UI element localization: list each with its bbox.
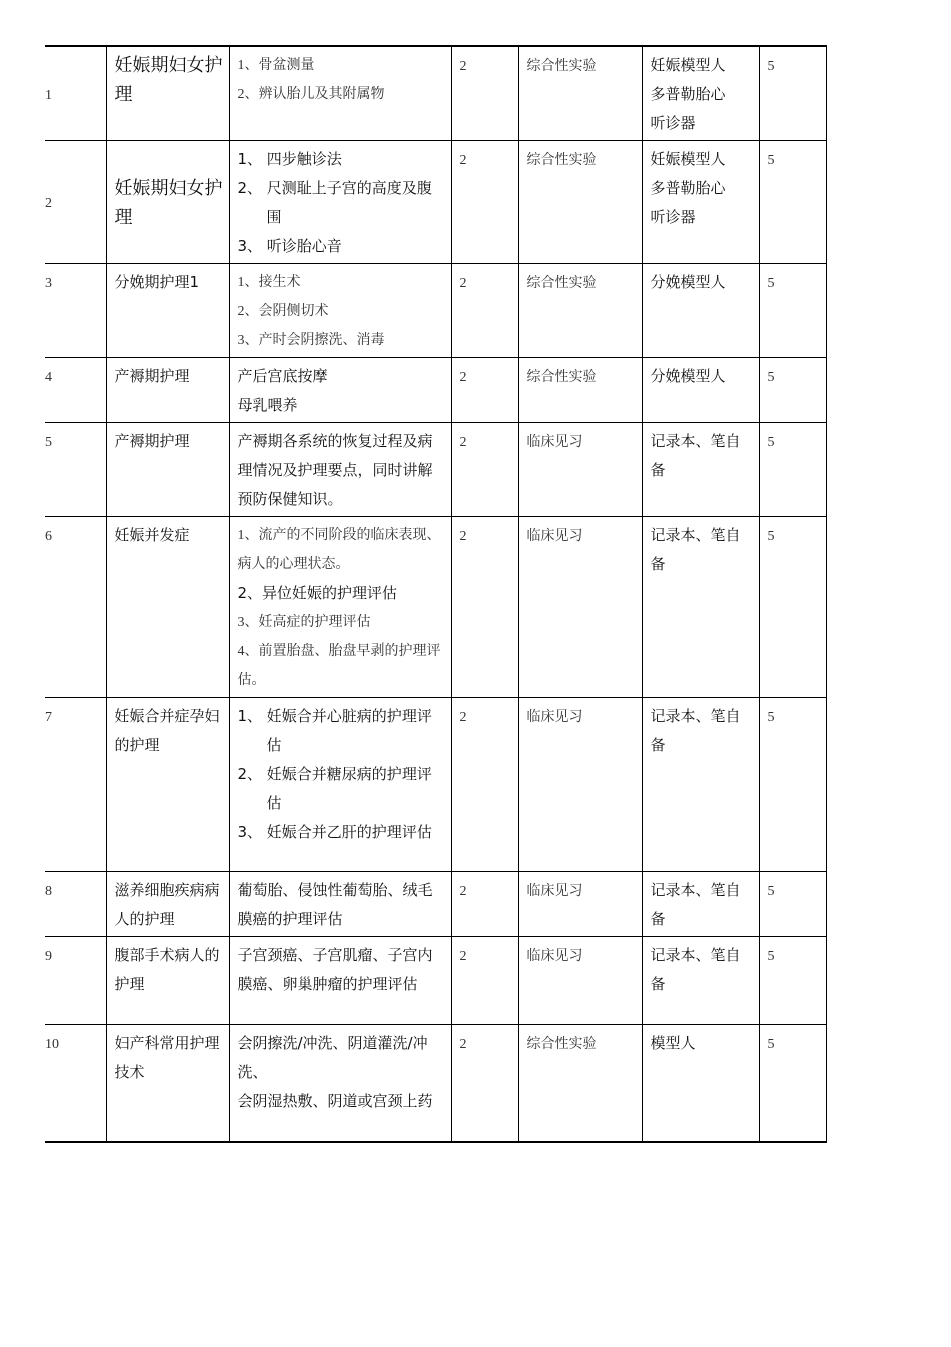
content-line: 3、产时会阴擦洗、消毒 <box>237 333 385 348</box>
item-title: 妇产科常用护理技术 <box>106 1025 229 1142</box>
count-cell: 5 <box>759 1025 826 1142</box>
item-title: 妊娠期妇女护理 <box>106 46 229 141</box>
item-title: 妊娠合并症孕妇的护理 <box>106 698 229 872</box>
content-line: 会阴擦洗/冲洗、阴道灌洗/冲洗、 <box>237 1034 428 1081</box>
row-number: 6 <box>45 517 106 698</box>
content-line: 会阴湿热敷、阴道或宫颈上药 <box>237 1092 433 1110</box>
count-cell: 5 <box>759 517 826 698</box>
type-cell: 临床见习 <box>518 698 642 872</box>
row-number: 10 <box>45 1025 106 1142</box>
item-title: 妊娠并发症 <box>106 517 229 698</box>
item-title: 分娩期护理1 <box>106 264 229 358</box>
type-cell: 综合性实验 <box>518 1025 642 1142</box>
equipment-cell: 模型人 <box>642 1025 759 1142</box>
equipment-line: 分娩模型人 <box>650 367 726 385</box>
row-number: 7 <box>45 698 106 872</box>
type-cell: 综合性实验 <box>518 264 642 358</box>
content-line: 3、妊高症的护理评估 <box>237 615 371 630</box>
type-cell: 临床见习 <box>518 937 642 1025</box>
equipment-line: 妊娠模型人 <box>650 150 726 168</box>
item-content <box>229 141 451 264</box>
count-cell: 5 <box>759 358 826 423</box>
row-number: 1 <box>45 46 106 141</box>
content-line: 1、 四步触诊法 <box>237 150 342 168</box>
content-line: 2、 妊娠合并糖尿病的护理评估 <box>237 765 432 812</box>
item-content <box>229 1025 451 1142</box>
type-cell: 临床见习 <box>518 872 642 937</box>
hours-cell: 2 <box>451 517 518 698</box>
hours-cell: 2 <box>451 872 518 937</box>
content-line: 2、异位妊娠的护理评估 <box>237 584 398 602</box>
content-line: 2、 尺测耻上子宫的高度及腹围 <box>237 179 432 226</box>
row-number: 8 <box>45 872 106 937</box>
equipment-cell: 记录本、笔自备 <box>642 423 759 517</box>
equipment-line: 多普勒胎心 <box>650 85 726 103</box>
count-cell: 5 <box>759 46 826 141</box>
equipment-line: 多普勒胎心 <box>650 179 726 197</box>
content-line: 3、 妊娠合并乙肝的护理评估 <box>237 823 432 841</box>
row-number: 9 <box>45 937 106 1025</box>
item-title: 妊娠期妇女护理 <box>106 141 229 264</box>
content-line: 1、接生术 <box>237 275 301 290</box>
content-line: 母乳喂养 <box>237 396 298 414</box>
content-line: 1、流产的不同阶段的临床表现、病人的心理状态。 <box>237 528 441 572</box>
item-title: 产褥期护理 <box>106 423 229 517</box>
hours-cell: 2 <box>451 264 518 358</box>
content-line: 4、前置胎盘、胎盘早剥的护理评估。 <box>237 644 441 688</box>
type-cell: 综合性实验 <box>518 46 642 141</box>
content-line: 2、辨认胎儿及其附属物 <box>237 87 385 102</box>
hours-cell: 2 <box>451 698 518 872</box>
experiment-schedule-table <box>45 45 827 1143</box>
hours-cell: 2 <box>451 141 518 264</box>
count-cell: 5 <box>759 872 826 937</box>
row-number: 3 <box>45 264 106 358</box>
equipment-cell <box>642 264 759 358</box>
equipment-line: 分娩模型人 <box>650 273 726 291</box>
content-line: 产后宫底按摩 <box>237 367 328 385</box>
table-row <box>45 264 826 358</box>
count-cell: 5 <box>759 698 826 872</box>
item-title: 产褥期护理 <box>106 358 229 423</box>
item-content <box>229 358 451 423</box>
content-line: 3、 听诊胎心音 <box>237 237 342 255</box>
equipment-cell: 记录本、笔自备 <box>642 872 759 937</box>
table-row <box>45 872 826 937</box>
row-number: 2 <box>45 141 106 264</box>
content-line: 1、 妊娠合并心脏病的护理评估 <box>237 707 432 754</box>
equipment-line: 妊娠模型人 <box>650 56 726 74</box>
equipment-line: 听诊器 <box>650 208 696 226</box>
table-row <box>45 141 826 264</box>
item-title: 腹部手术病人的护理 <box>106 937 229 1025</box>
equipment-cell: 记录本、笔自备 <box>642 937 759 1025</box>
equipment-cell <box>642 46 759 141</box>
type-cell: 临床见习 <box>518 517 642 698</box>
count-cell: 5 <box>759 937 826 1025</box>
equipment-cell <box>642 141 759 264</box>
table-row <box>45 517 826 698</box>
item-content: 产褥期各系统的恢复过程及病理情况及护理要点，同时讲解预防保健知识。 <box>229 423 451 517</box>
item-content: 葡萄胎、侵蚀性葡萄胎、绒毛膜癌的护理评估 <box>229 872 451 937</box>
hours-cell: 2 <box>451 423 518 517</box>
type-cell: 临床见习 <box>518 423 642 517</box>
row-number: 5 <box>45 423 106 517</box>
equipment-cell <box>642 358 759 423</box>
table-row <box>45 937 826 1025</box>
table-row <box>45 423 826 517</box>
table-row <box>45 358 826 423</box>
count-cell: 5 <box>759 264 826 358</box>
count-cell: 5 <box>759 423 826 517</box>
content-line: 1、骨盆测量 <box>237 58 315 73</box>
equipment-cell: 记录本、笔自备 <box>642 698 759 872</box>
type-cell: 综合性实验 <box>518 358 642 423</box>
type-cell: 综合性实验 <box>518 141 642 264</box>
table-row <box>45 46 826 141</box>
table-row <box>45 698 826 872</box>
item-content <box>229 698 451 872</box>
table-row <box>45 1025 826 1142</box>
equipment-line: 听诊器 <box>650 114 696 132</box>
hours-cell: 2 <box>451 46 518 141</box>
row-number: 4 <box>45 358 106 423</box>
item-content <box>229 517 451 698</box>
item-content <box>229 46 451 141</box>
count-cell: 5 <box>759 141 826 264</box>
item-title: 滋养细胞疾病病人的护理 <box>106 872 229 937</box>
equipment-cell: 记录本、笔自备 <box>642 517 759 698</box>
hours-cell: 2 <box>451 1025 518 1142</box>
item-content <box>229 264 451 358</box>
item-content: 子宫颈癌、子宫肌瘤、子宫内膜癌、卵巢肿瘤的护理评估 <box>229 937 451 1025</box>
hours-cell: 2 <box>451 358 518 423</box>
content-line: 2、会阴侧切术 <box>237 304 329 319</box>
hours-cell: 2 <box>451 937 518 1025</box>
